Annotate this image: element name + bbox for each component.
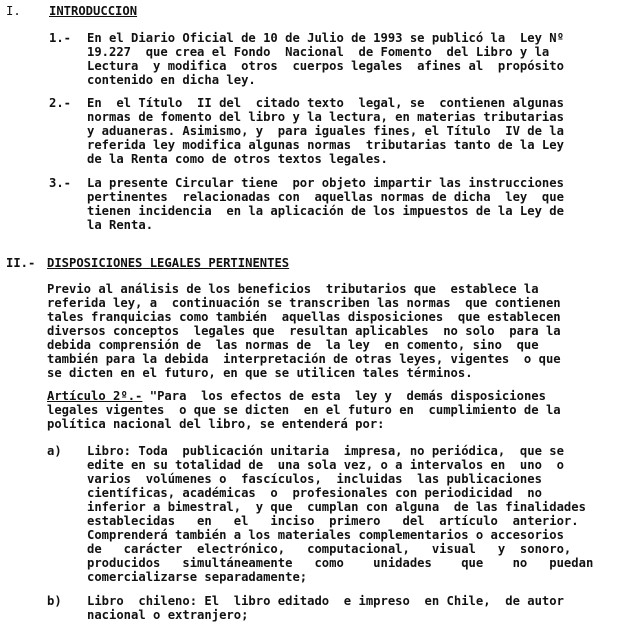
- definition-a-line: edite en su totalidad de una sola vez, o a intervalos en uno o: [87, 458, 564, 472]
- item-1-line: En el Diario Oficial de 10 de Julio de 1993 se publicó la Ley Nº: [87, 31, 564, 45]
- definition-a-line: de carácter electrónico, computacional, visual y sonoro,: [87, 542, 572, 556]
- intro-line: Previo al análisis de los beneficios tributarios que establece la: [47, 282, 539, 296]
- item-1-line: contenido en dicha ley.: [87, 73, 256, 87]
- intro-line: también para la debida interpretación de otras leyes, vigentes o que: [47, 352, 561, 366]
- section-2-number: II.-: [6, 256, 36, 270]
- intro-line: se dicten en el futuro, en que se utilicen tales términos.: [47, 366, 473, 380]
- intro-line: referida ley, a continuación se transcriben las normas que contienen: [47, 296, 561, 310]
- section-1-title: INTRODUCCION: [49, 4, 138, 18]
- item-3-line: La presente Circular tiene por objeto impartir las instrucciones: [87, 176, 564, 190]
- intro-line: debida comprensión de las normas de la ley en comento, sino que: [47, 338, 539, 352]
- definition-b-line: Libro chileno: El libro editado e impreso en Chile, de autor: [87, 594, 564, 608]
- item-3-line: pertinentes relacionadas con aquellas normas de dicha ley que: [87, 190, 564, 204]
- definition-a-line: Libro: Toda publicación unitaria impresa, no periódica, que se: [87, 444, 564, 458]
- item-2-line: referida ley modifica algunas normas tributarias tanto de la Ley: [87, 138, 564, 152]
- definition-b-line: nacional o extranjero;: [87, 608, 249, 622]
- article-2-line: legales vigentes o que se dicten en el futuro en cumplimiento de la: [47, 403, 561, 417]
- article-2-label: Artículo 2º.-: [47, 389, 143, 403]
- item-2-line: En el Título II del citado texto legal, se contienen algunas: [87, 96, 564, 110]
- item-2-number: 2.-: [49, 96, 72, 110]
- item-2-line: normas de fomento del libro y la lectura, en materias tributarias: [87, 110, 564, 124]
- item-1-number: 1.-: [49, 31, 72, 45]
- article-2-first-line: [47, 389, 546, 403]
- item-3-number: 3.-: [49, 176, 72, 190]
- definition-a-line: comercializarse separadamente;: [87, 570, 308, 584]
- section-2-title: DISPOSICIONES LEGALES PERTINENTES: [47, 256, 290, 270]
- item-3-line: tienen incidencia en la aplicación de los impuestos de la Ley de: [87, 204, 564, 218]
- intro-line: diversos conceptos legales que resultan aplicables no solo para la: [47, 324, 561, 338]
- item-2-line: y aduaneras. Asimismo, y para iguales fines, el Título IV de la: [87, 124, 564, 138]
- item-1-line: Lectura y modifica otros cuerpos legales afines al propósito: [87, 59, 564, 73]
- article-2-line: política nacional del libro, se entenderá por:: [47, 417, 385, 431]
- definition-a-line: científicas, académicas o profesionales con periodicidad no: [87, 486, 542, 500]
- section-1-number: I.: [6, 4, 21, 18]
- intro-line: tales franquicias como también aquellas disposiciones que establecen: [47, 310, 561, 324]
- definition-a-line: producidos simultáneamente como unidades que no puedan: [87, 556, 594, 570]
- article-2-line: "Para los efectos de esta ley y demás disposiciones: [142, 389, 546, 403]
- item-1-line: 19.227 que crea el Fondo Nacional de Fomento del Libro y la: [87, 45, 550, 59]
- definition-b-letter: b): [47, 594, 62, 608]
- definition-a-line: varios volúmenes o fascículos, incluidas las publicaciones: [87, 472, 542, 486]
- definition-a-letter: a): [47, 444, 62, 458]
- definition-a-line: Comprenderá también a los materiales complementarios o accesorios: [87, 528, 564, 542]
- item-2-line: de la Renta como de otros textos legales.: [87, 152, 388, 166]
- definition-a-line: establecidas en el inciso primero del artículo anterior.: [87, 514, 579, 528]
- item-3-line: la Renta.: [87, 218, 154, 232]
- definition-a-line: inferior a bimestral, y que cumplan con alguna de las finalidades: [87, 500, 586, 514]
